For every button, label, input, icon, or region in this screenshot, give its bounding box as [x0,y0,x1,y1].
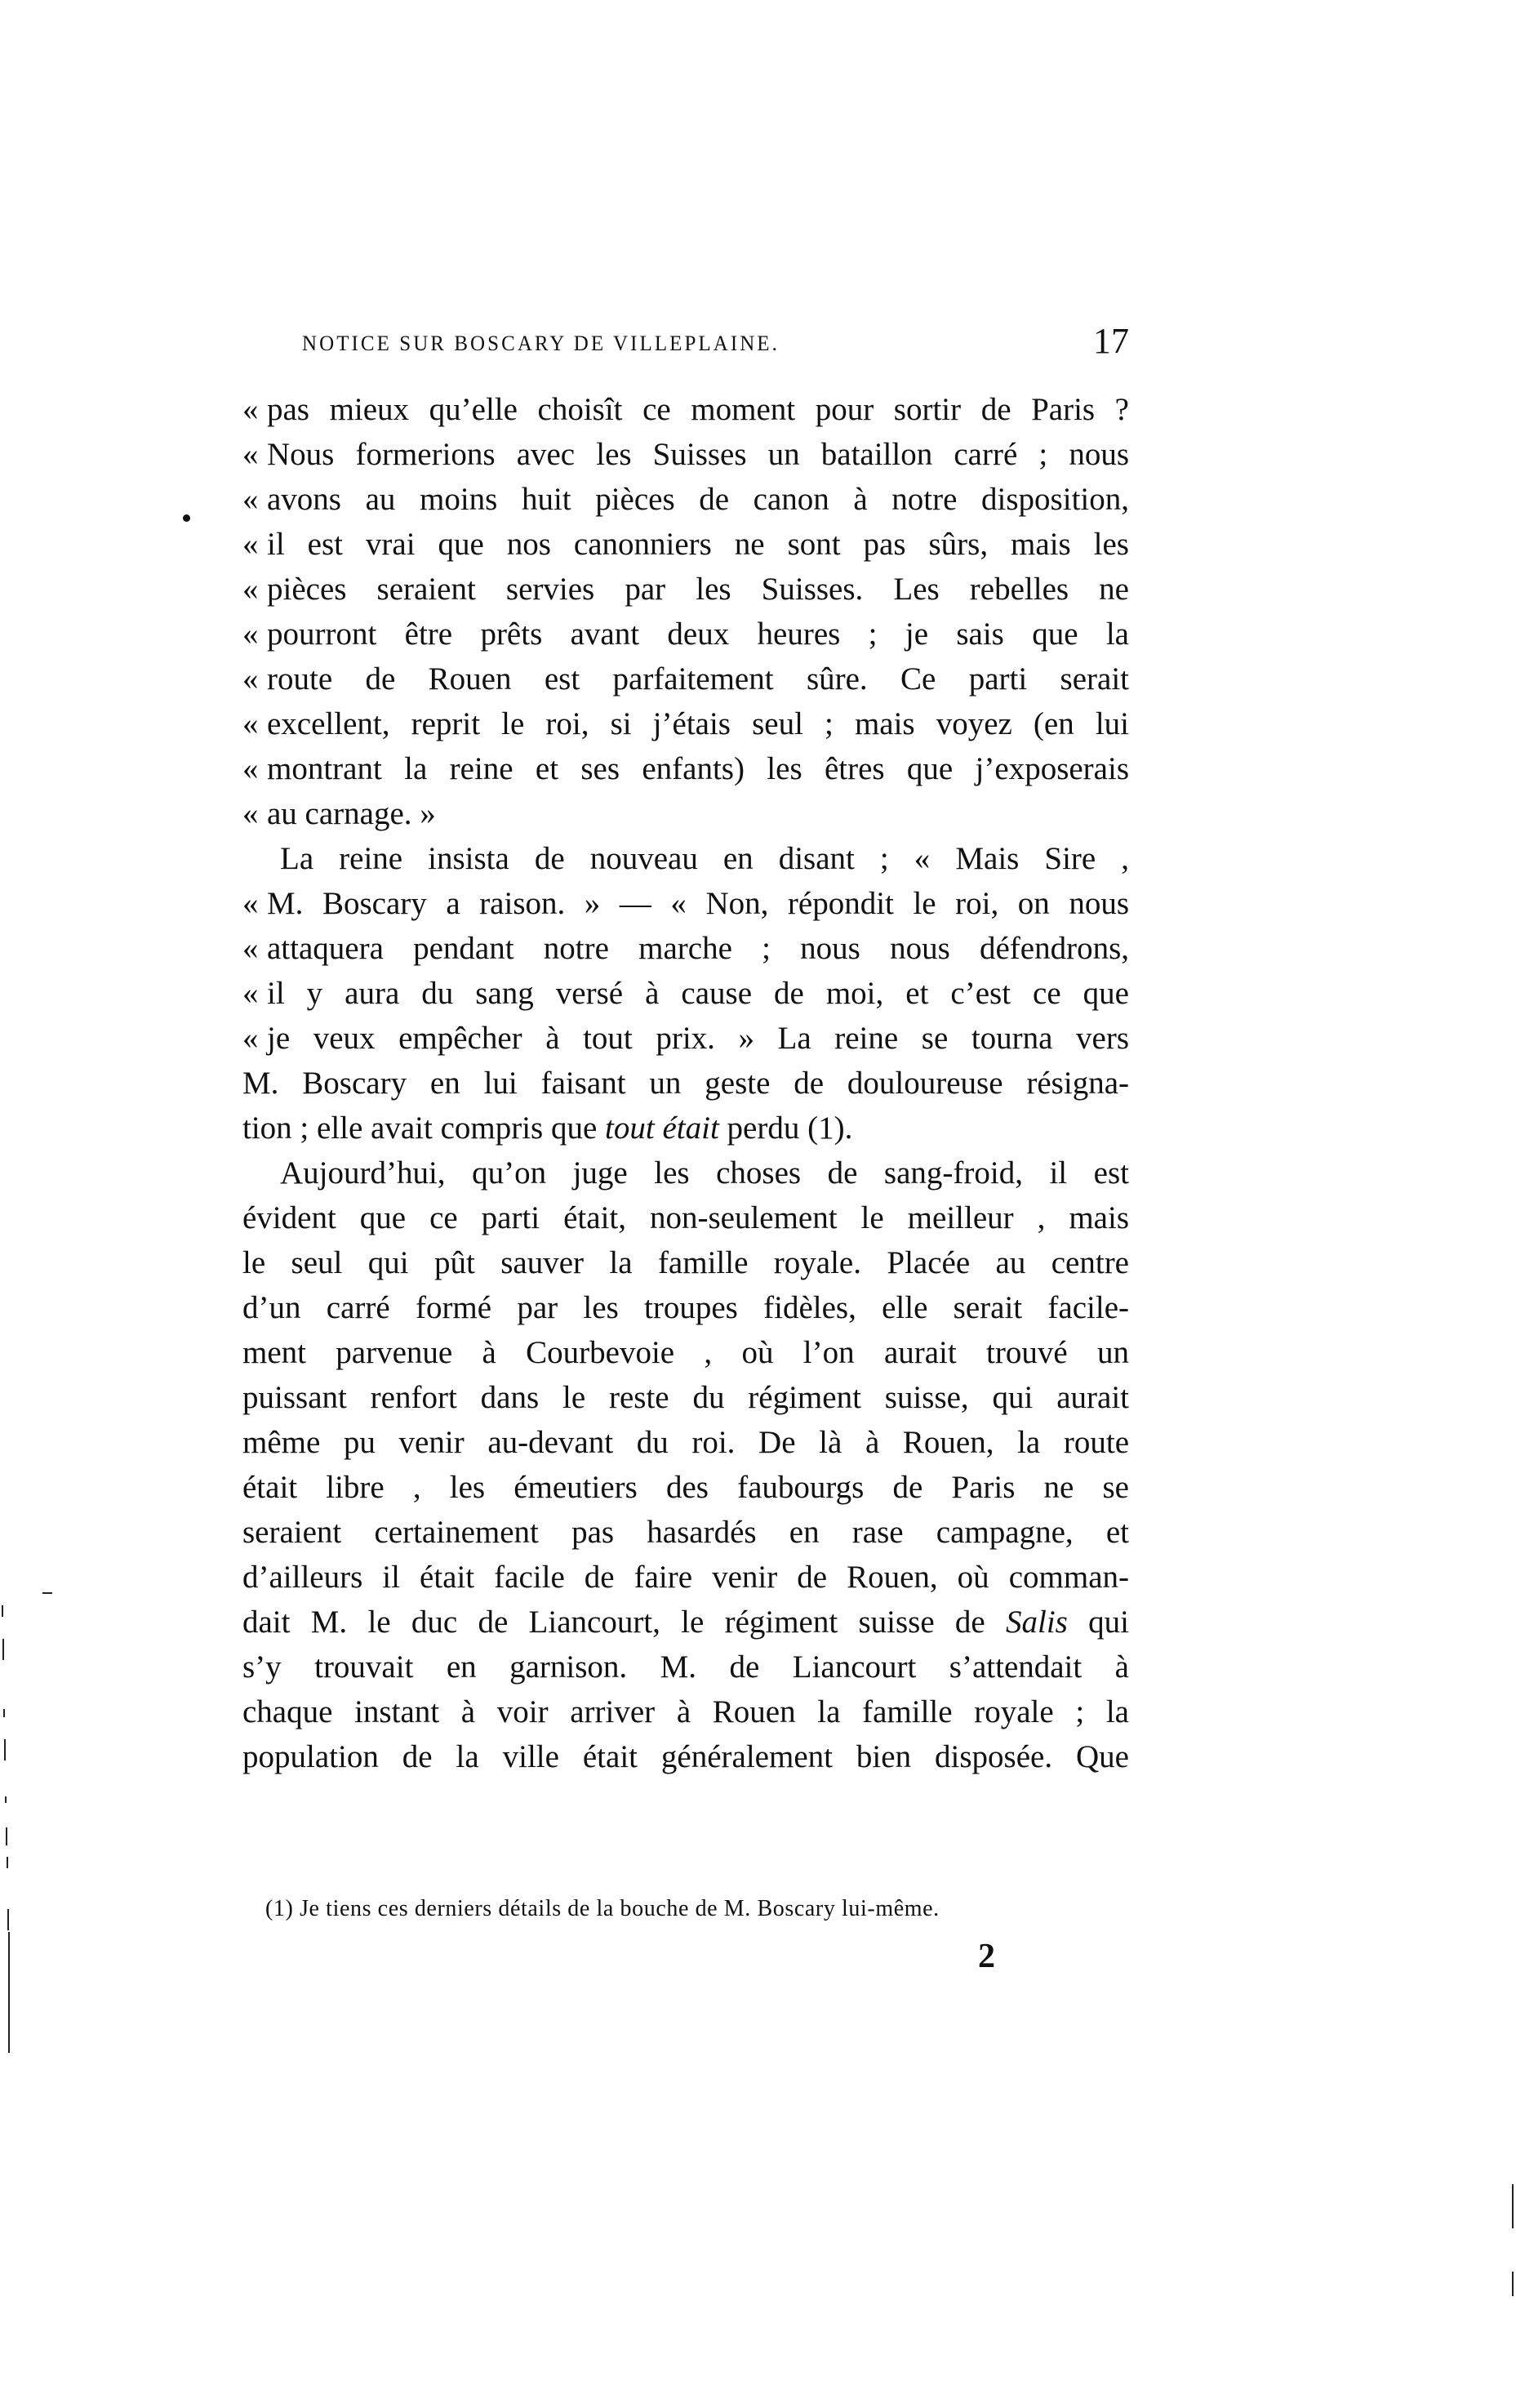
ink-spot [183,514,190,522]
text-line [242,1016,1129,1061]
line-text: tion ; elle avait compris que [242,1111,606,1146]
footnote-text: Je tiens ces derniers détails de la bouche de M. Boscary lui-même. [300,1896,940,1921]
scan-edge-mark [2,1639,4,1660]
quote-mark: « [242,572,259,607]
scan-edge-mark [6,1827,7,1845]
scan-edge-mark [7,1857,8,1868]
text-line [242,1689,1129,1734]
text-line [242,1375,1129,1420]
text-line [242,1285,1129,1330]
text-line [242,477,1129,522]
line-text: pas mieux qu’elle choisît ce moment pour sortir de Paris ? [267,392,1129,427]
text-line [242,1510,1129,1555]
quote-mark: « [242,931,259,966]
line-text: qui [1067,1605,1129,1640]
signature-mark: 2 [978,1938,995,1975]
line-text: Nous formerions avec les Suisses un bataillon carré ; nous [267,437,1129,472]
line-text: route de Rouen est parfaitement sûre. Ce parti serait [267,661,1129,697]
running-title: NOTICE SUR BOSCARY DE VILLEPLAINE. [302,332,780,355]
text-line [242,746,1129,791]
line-text: s’y trouvait en garnison. M. de Liancourt s’attendait à [242,1649,1129,1685]
quote-mark: « [242,661,259,697]
text-line [242,1330,1129,1375]
quote-mark: « [242,482,259,517]
scan-edge-mark [8,1932,10,2053]
text-line [242,432,1129,477]
line-text: dait M. le duc de Liancourt, le régiment suisse de [242,1605,1007,1640]
scan-edge-mark [2,1605,3,1617]
quote-mark: « [242,706,259,741]
quote-mark: « [242,392,259,427]
quote-mark: « [242,751,259,786]
scan-edge-mark [42,1592,52,1594]
scan-edge-mark [5,1796,7,1803]
text-line [242,1734,1129,1779]
line-text: le seul qui pût sauver la famille royale. Placée au centre [242,1245,1129,1280]
line-text: La reine insista de nouveau en disant ; « Mais Sire , [280,841,1129,876]
quote-mark: « [242,796,259,831]
quote-mark: « [242,976,259,1011]
line-text: au carnage. » [267,796,436,831]
italic-text: tout était [605,1111,719,1146]
text-line [242,1600,1129,1645]
text-line [242,1645,1129,1689]
scan-edge-mark [3,1709,5,1717]
line-text: ment parvenue à Courbevoie , où l’on aurait trouvé un [242,1335,1129,1370]
scan-edge-mark [1512,2272,1514,2296]
line-text: pièces seraient servies par les Suisses. Les rebelles ne [267,572,1129,607]
quote-mark: « [242,437,259,472]
line-text: Aujourd’hui, qu’on juge les choses de sang-froid, il est [280,1155,1129,1191]
line-text: montrant la reine et ses enfants) les êtres que j’exposerais [267,751,1129,786]
line-text: d’ailleurs il était facile de faire venir de Rouen, où comman- [242,1560,1129,1595]
text-line [242,522,1129,567]
quote-mark: « [242,1021,259,1056]
text-line [242,612,1129,657]
line-text: M. Boscary en lui faisant un geste de douloureuse résigna- [242,1066,1129,1101]
text-line [242,657,1129,701]
text-line [242,1151,1129,1195]
text-line [242,701,1129,746]
line-text: population de la ville était généralement bien disposée. Que [242,1739,1129,1774]
text-line [242,387,1129,432]
text-line [242,1106,1129,1151]
running-head [242,320,1129,366]
line-text: attaquera pendant notre marche ; nous nous défendrons, [267,931,1129,966]
line-text: je veux empêcher à tout prix. » La reine se tourna vers [267,1021,1129,1056]
line-text: évident que ce parti était, non-seulement le meilleur , mais [242,1200,1129,1235]
line-text: excellent, reprit le roi, si j’étais seul ; mais voyez (en lui [267,706,1129,741]
footnote-marker: (1) [265,1896,294,1921]
line-text: même pu venir au-devant du roi. De là à Rouen, la route [242,1425,1129,1460]
text-line [242,1240,1129,1285]
line-text: il est vrai que nos canonniers ne sont pas sûrs, mais les [267,527,1129,562]
line-text: perdu (1). [718,1111,853,1146]
line-text: il y aura du sang versé à cause de moi, et c’est ce que [267,976,1129,1011]
text-line [242,1195,1129,1240]
text-line [242,1465,1129,1510]
line-text: chaque instant à voir arriver à Rouen la famille royale ; la [242,1694,1129,1729]
line-text: d’un carré formé par les troupes fidèles, elle serait facile- [242,1290,1129,1325]
text-line [242,1555,1129,1600]
text-line [242,1420,1129,1465]
text-line [242,881,1129,926]
body-text [242,387,1129,1779]
line-text: était libre , les émeutiers des faubourgs de Paris ne se [242,1470,1129,1505]
quote-mark: « [242,886,259,921]
quote-mark: « [242,616,259,652]
scan-edge-mark [4,1739,6,1760]
text-line [242,971,1129,1016]
line-text: avons au moins huit pièces de canon à notre disposition, [267,482,1129,517]
footnote [265,1893,1114,1925]
line-text: seraient certainement pas hasardés en rase campagne, et [242,1515,1129,1550]
line-text: puissant renfort dans le reste du régiment suisse, qui aurait [242,1380,1129,1415]
scan-edge-mark [1512,2184,1514,2228]
line-text: pourront être prêts avant deux heures ; je sais que la [267,616,1129,652]
text-line [242,567,1129,612]
line-text: M. Boscary a raison. » — « Non, répondit le roi, on nous [267,886,1129,921]
text-line [242,1061,1129,1106]
scan-edge-mark [7,1909,9,1930]
text-line [242,926,1129,971]
page-number: 17 [1093,321,1129,361]
quote-mark: « [242,527,259,562]
text-line [242,836,1129,881]
italic-text: Salis [1006,1605,1068,1640]
text-line [242,791,1129,836]
